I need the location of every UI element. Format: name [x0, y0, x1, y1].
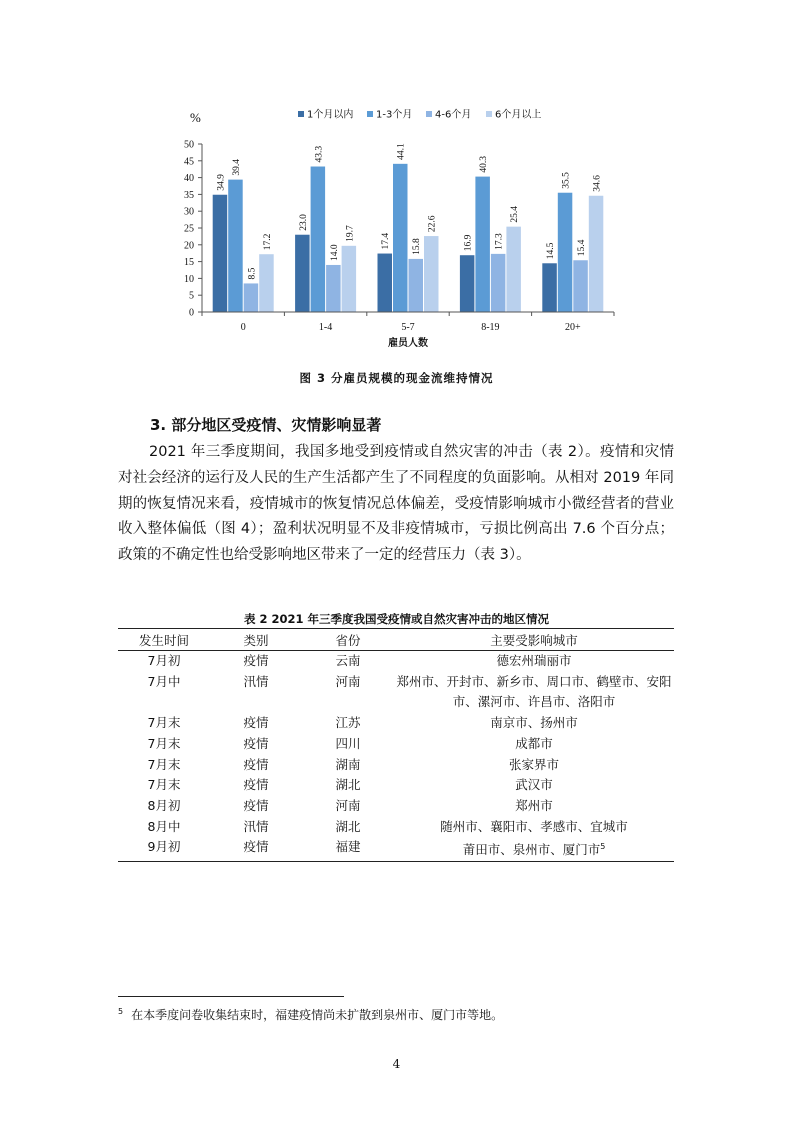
cell-province: 湖北: [335, 818, 361, 834]
cell-cities: 莆田市、泉州市、厦门市$^5$: [394, 837, 674, 861]
cell-time: 7月中: [147, 673, 181, 689]
data-label: 22.6: [427, 215, 438, 233]
bar: [558, 193, 573, 312]
data-label: 15.8: [412, 238, 423, 255]
bar: [409, 259, 424, 312]
data-label: 34.9: [216, 174, 227, 191]
cell-cities: 郑州市、开封市、新乡市、周口市、鹤壁市、安阳市、漯河市、许昌市、洛阳市: [396, 673, 672, 710]
data-label: 16.9: [463, 234, 474, 252]
y-tick-label: 50: [184, 139, 194, 151]
cell-cities: 张家界市: [508, 756, 559, 772]
footnote-text: 在本季度问卷收集结束时，福建疫情尚未扩散到泉州市、厦门市等地。: [131, 1008, 504, 1022]
cell-province: 河南: [335, 797, 361, 813]
x-tick-label: 1-4: [318, 322, 333, 333]
header-type: 类别: [210, 629, 302, 651]
bar: [460, 255, 475, 312]
y-tick-label: 45: [184, 156, 194, 168]
bar: [589, 196, 604, 312]
bar: [228, 180, 243, 312]
figure-caption: 图 3 分雇员规模的现金流维持情况: [299, 371, 494, 385]
cell-cities: 武汉市: [515, 777, 553, 793]
cell-type: 疫情: [243, 735, 269, 751]
header-time: 发生时间: [118, 629, 210, 651]
bar: [342, 246, 357, 312]
cell-cities: 成都市: [515, 735, 553, 751]
footnote-divider: [118, 996, 344, 997]
data-label: 15.4: [577, 239, 588, 257]
cell-time: 7月末: [147, 735, 181, 751]
section-heading: 3. 部分地区受疫情、灾情影响显著: [150, 416, 382, 434]
bar: [491, 254, 506, 312]
y-tick-label: 40: [184, 173, 194, 185]
legend-swatch: [367, 111, 373, 117]
cell-cities: 德宏州瑞丽市: [496, 653, 572, 668]
data-label: 34.6: [592, 175, 603, 192]
table-header-row: [118, 629, 674, 651]
y-tick-label: 0: [189, 307, 194, 319]
bar: [378, 254, 393, 312]
data-label: 19.7: [345, 225, 356, 242]
legend-label: 1个月以内: [307, 109, 354, 121]
cell-time: 7月初: [147, 653, 181, 668]
legend-label: 6个月以上: [495, 109, 542, 121]
x-axis-label: 雇员人数: [388, 338, 428, 349]
cell-province: 四川: [335, 735, 361, 751]
table-row: [118, 651, 674, 672]
cell-province: 湖南: [335, 756, 361, 772]
cell-province: 河南: [335, 673, 361, 689]
y-tick-label: 5: [189, 290, 194, 302]
bar: [506, 227, 521, 312]
x-tick-label: 20+: [564, 322, 581, 333]
cell-time: 8月初: [147, 797, 181, 813]
cell-time: 8月中: [147, 818, 181, 834]
x-tick-label: 8-19: [481, 322, 500, 333]
cashflow-bar-chart: [150, 98, 620, 360]
header-cities: 主要受影响城市: [394, 629, 674, 651]
header-province: 省份: [302, 629, 394, 651]
table-title: 表 2 2021 年三季度我国受疫情或自然灾害冲击的地区情况: [243, 612, 550, 626]
data-label: 35.5: [561, 172, 572, 189]
cell-type: 疫情: [243, 797, 269, 813]
bar: [542, 263, 557, 312]
table-row: [118, 837, 674, 861]
legend-swatch: [298, 111, 304, 117]
y-tick-label: 10: [184, 273, 194, 285]
cell-province: 云南: [335, 653, 361, 668]
table-row: [118, 734, 674, 755]
legend-label: 4-6个月: [435, 109, 472, 121]
cell-type: 汛情: [243, 673, 269, 689]
bars: [213, 143, 604, 312]
cell-type: 疫情: [243, 653, 269, 668]
body-paragraph: 2021 年三季度期间，我国多地受到疫情或自然灾害的冲击（表 2）。疫情和灾情对社会经济的运行及人民的生产生活都产生了不同程度的负面影响。从相对 2019 年同期的恢复情况来看，疫情城市的恢复情况总体偏差，受疫情影响城市小微经营者的营业收入整体偏低（图 4）；盈利状况明显不及非疫情城市，亏损比例高出 7.6 个百分点；政策的不确定性也给受影响地区带来了一定的经营压力（表 3）。: [118, 444, 674, 564]
legend-swatch: [426, 111, 432, 117]
x-tick-label: 0: [240, 322, 246, 333]
y-tick-label: 20: [184, 240, 194, 252]
bar: [244, 283, 259, 312]
table-row: [118, 796, 674, 817]
data-label: 44.1: [396, 143, 407, 160]
data-label: 14.0: [329, 244, 340, 261]
bar: [393, 164, 408, 312]
table-row: [118, 755, 674, 776]
bar: [326, 265, 341, 312]
y-tick-label: 35: [184, 189, 194, 201]
data-label: 14.5: [546, 242, 557, 260]
legend-label: 1-3个月: [376, 109, 413, 121]
footnote: [118, 1006, 503, 1023]
y-tick-label: 25: [184, 223, 194, 235]
data-label: 25.4: [510, 206, 521, 223]
cell-province: 湖北: [335, 777, 361, 793]
data-label: 39.4: [231, 158, 242, 176]
cell-footnote-mark: 5: [600, 842, 606, 852]
cell-cities: 南京市、扬州市: [490, 715, 578, 731]
cell-time: 7月末: [147, 777, 181, 793]
cell-cities: 郑州市: [515, 797, 553, 813]
bar: [295, 235, 310, 312]
y-tick-label: 30: [184, 206, 194, 218]
cell-time: 7月末: [147, 756, 181, 772]
table-row: [118, 672, 674, 713]
cell-type: 疫情: [243, 715, 269, 731]
cell-province: 福建: [302, 837, 394, 861]
data-label: 17.2: [262, 233, 273, 251]
x-tick-label: 5-7: [401, 322, 415, 333]
cell-type: 汛情: [243, 818, 269, 834]
cell-province: 江苏: [335, 715, 361, 731]
bar: [475, 177, 490, 312]
page-number: 4: [392, 1057, 401, 1071]
regions-table: [118, 628, 674, 862]
bar: [573, 260, 588, 312]
y-axis: [184, 110, 202, 319]
cell-cities: 随州市、襄阳市、孝感市、宜城市: [440, 818, 628, 834]
table-row: [118, 775, 674, 796]
table-body: [118, 651, 674, 862]
y-axis-label: %: [190, 110, 201, 125]
data-label: 43.3: [314, 145, 325, 163]
data-label: 17.4: [381, 232, 392, 250]
cell-type: 疫情: [243, 756, 269, 772]
legend: [298, 108, 541, 121]
y-tick-label: 15: [184, 257, 194, 269]
cell-type: 疫情: [243, 777, 269, 793]
x-axis: [202, 312, 614, 349]
cell-time: 9月初: [118, 837, 210, 861]
legend-swatch: [486, 111, 492, 117]
bar: [213, 195, 228, 312]
cell-type: 疫情: [210, 837, 302, 861]
data-label: 23.0: [298, 214, 309, 231]
bar: [259, 254, 274, 312]
data-label: 40.3: [479, 155, 490, 173]
bar: [424, 236, 439, 312]
cell-time: 7月末: [147, 715, 181, 731]
data-label: 8.5: [247, 267, 258, 280]
bar: [311, 167, 326, 312]
table-row: [118, 817, 674, 838]
table-row: [118, 713, 674, 734]
data-label: 17.3: [494, 233, 505, 250]
footnote-mark: 5: [118, 1007, 124, 1016]
